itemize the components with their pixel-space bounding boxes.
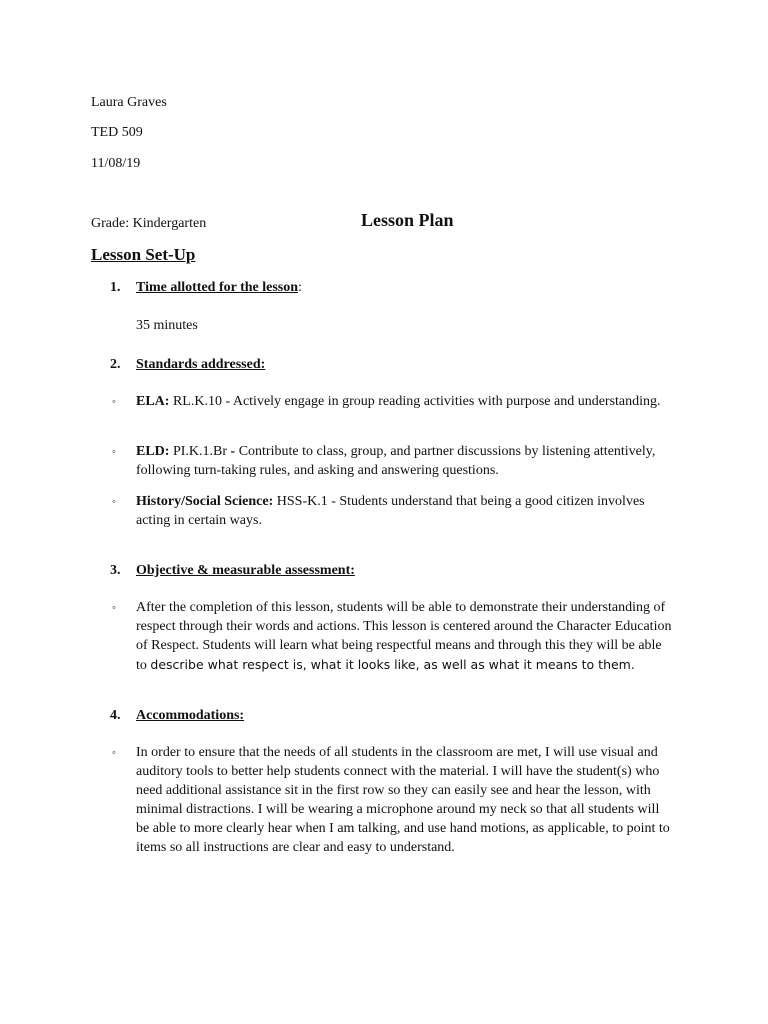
document-date: 11/08/19 — [91, 156, 141, 171]
standard-ela — [136, 392, 676, 411]
standard-eld-text: Contribute to class, group, and partner discussions by listening attentively, following turn-taking rules, and asking and answering questions. — [136, 444, 656, 478]
standard-hss-label: History/Social Science: — [136, 494, 274, 509]
course-code: TED 509 — [91, 125, 143, 140]
bullet-icon: ◦ — [112, 496, 116, 508]
item-heading-time — [136, 278, 302, 297]
standard-ela-label: ELA: — [136, 394, 170, 409]
item-heading-standards: Standards addressed: — [136, 357, 266, 372]
standard-eld — [136, 442, 676, 480]
time-heading-text: Time allotted for the lesson — [136, 280, 299, 295]
document-title: Lesson Plan — [361, 210, 454, 230]
item-number-2: 2. — [110, 357, 121, 372]
item-heading-objective: Objective & measurable assessment: — [136, 563, 355, 578]
bullet-icon: ◦ — [112, 396, 116, 408]
author-name: Laura Graves — [91, 95, 167, 110]
objective-text: After the completion of this lesson, students will be able to demonstrate their understanding of respect through their words and actions. This lesson is centered around the Character Education of Respect. Students will learn what being respectful means and through this they will be able to — [136, 600, 672, 673]
standard-hss-text: HSS-K.1 - Students understand that being a good citizen involves acting in certain ways. — [136, 494, 645, 528]
bullet-icon: ◦ — [112, 602, 116, 614]
accommodations-paragraph: In order to ensure that the needs of all students in the classroom are met, I will use visual and auditory tools to better help students connect with the material. I will have the student(s) who need additional assistance sit in the first row so they can easily see and hear the lesson, with minimal distractions. I will be wearing a microphone around my neck so that all students will be able to more clearly hear when I am talking, and use hand motions, as applicable, to point to items so all instructions are clear and easy to understand. — [136, 745, 670, 855]
standard-eld-dash: - — [230, 444, 236, 459]
bullet-icon: ◦ — [112, 747, 116, 759]
grade-line: Grade: Kindergarten — [91, 216, 207, 231]
item-heading-accommodations: Accommodations: — [136, 708, 245, 723]
standard-eld-label: ELD: — [136, 444, 170, 459]
objective-text-end: describe what respect is, what it looks like, as well as what it means to them. — [150, 657, 635, 672]
standard-hss — [136, 492, 676, 530]
item-number-4: 4. — [110, 708, 121, 723]
standard-eld-code: PI.K.1.Br — [169, 444, 231, 459]
item-number-3: 3. — [110, 563, 121, 578]
objective-paragraph — [136, 598, 676, 675]
standard-ela-text: RL.K.10 - Actively engage in group reading activities with purpose and understanding. — [169, 394, 661, 409]
section-title: Lesson Set-Up — [91, 245, 196, 264]
bullet-icon: ◦ — [112, 446, 116, 458]
time-value: 35 minutes — [136, 318, 198, 333]
time-heading-colon: : — [298, 280, 302, 295]
item-number-1: 1. — [110, 280, 121, 295]
